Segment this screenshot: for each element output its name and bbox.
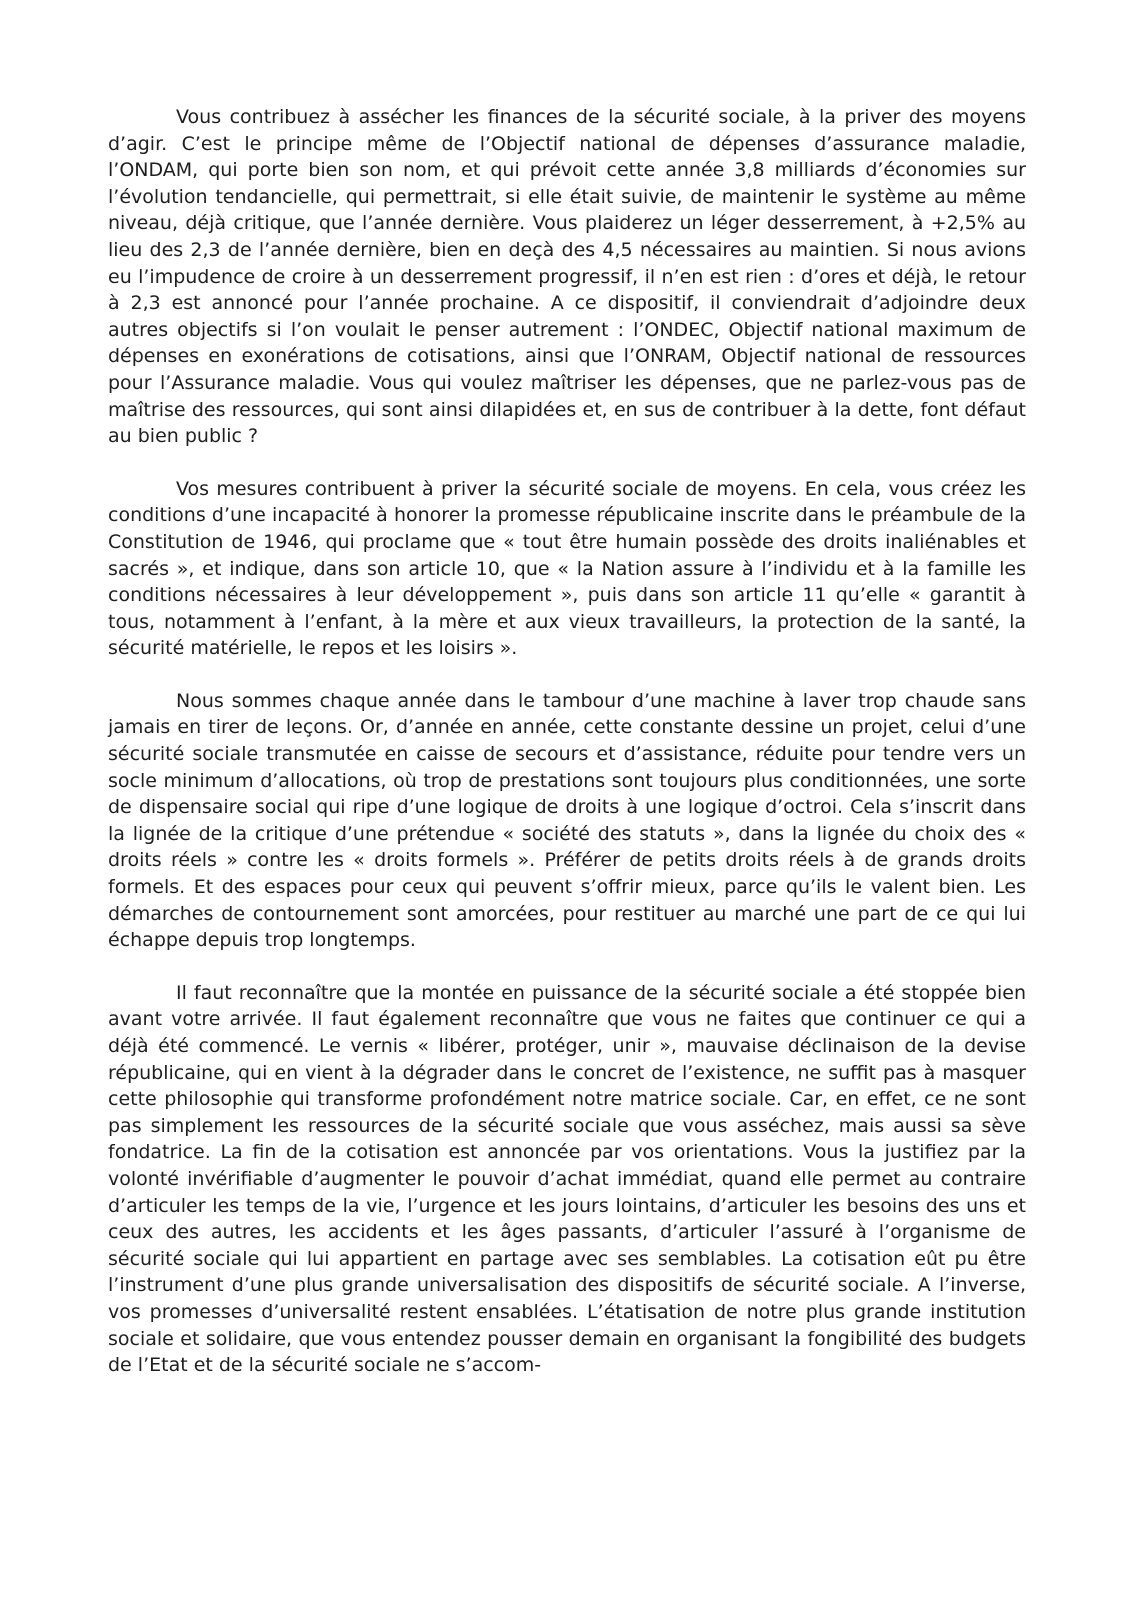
paragraph-ondam: Vous contribuez à assécher les finances de la sécurité sociale, à la priver des moyens d’agir. C’est le principe même de l’Objectif national de dépenses d’assurance maladie, l’ONDAM, qui porte bien son nom, et qui prévoit cette année 3,8 milliards d’économies sur l’évolution tendancielle, qui permettrait, si elle était suivie, de maintenir le système au même niveau, déjà critique, que l’année dernière. Vous plaiderez un léger desserrement, à +2,5% au lieu des 2,3 de l’année dernière, bien en deçà des 4,5 nécessaires au maintien. Si nous avions eu l’impudence de croire à un desserrement progressif, il n’en est rien : d’ores et déjà, le retour à 2,3 est annoncé pour l’année prochaine. A ce dispositif, il conviendrait d’adjoindre deux autres objectifs si l’on voulait le penser autrement : l’ONDEC, Objectif national maximum de dépenses en exonérations de cotisations, ainsi que l’ONRAM, Objectif national de ressources pour l’Assurance maladie. Vous qui voulez maîtriser les dépenses, que ne parlez-vous pas de maîtrise des ressources, qui sont ainsi dilapidées et, en sus de contribuer à la dette, font défaut au bien public ?	[108, 106, 1026, 448]
body-text	[108, 104, 1026, 1379]
paragraph-machine-a-laver: Nous sommes chaque année dans le tambour d’une machine à laver trop chaude sans jamais en tirer de leçons. Or, d’année en année, cette constante dessine un projet, celui d’une sécurité sociale transmutée en caisse de secours et d’assistance, réduite pour tendre vers un socle minimum d’allocations, où trop de prestations sont toujours plus conditionnées, une sorte de dispensaire social qui ripe d’une logique de droits à une logique d’octroi. Cela s’inscrit dans la lignée de la critique d’une prétendue « société des statuts », dans la lignée du choix des « droits réels » contre les « droits formels ». Préférer de petits droits réels à de grands droits formels. Et des espaces pour ceux qui peuvent s’offrir mieux, parce qu’ils le valent bien. Les démarches de contournement sont amorcées, pour restituer au marché une part de ce qui lui échappe depuis trop longtemps.	[108, 689, 1026, 952]
paragraph-cotisation: Il faut reconnaître que la montée en puissance de la sécurité sociale a été stoppée bien avant votre arrivée. Il faut également reconnaître que vous ne faites que continuer ce qui a déjà été commencé. Le vernis « libérer, protéger, unir », mauvaise déclinaison de la devise républicaine, qui en vient à la dégrader dans le concret de l’existence, ne suffit pas à masquer cette philosophie qui transforme profondément notre matrice sociale. Car, en effet, ce ne sont pas simplement les ressources de la sécurité sociale que vous asséchez, mais aussi sa sève fondatrice. La fin de la cotisation est annoncée par vos orientations. Vous la justifiez par la volonté invérifiable d’augmenter le pouvoir d’achat immédiat, quand elle permet au contraire d’articuler les temps de la vie, l’urgence et les jours lointains, d’articuler les besoins des uns et ceux des autres, les accidents et les âges passants, d’articuler l’assuré à l’organisme de sécurité sociale qui lui appartient en partage avec ses semblables. La cotisation eût pu être l’instrument d’une plus grande universalisation des dispositifs de sécurité sociale. A l’inverse, vos promesses d’universalité restent ensablées. L’étatisation de notre plus grande institution sociale et solidaire, que vous entendez pousser demain en organisant la fongibilité des budgets de l’Etat et de la sécurité sociale ne s’accom-	[108, 981, 1026, 1377]
paragraph-constitution-1946: Vos mesures contribuent à priver la sécurité sociale de moyens. En cela, vous créez les conditions d’une incapacité à honorer la promesse républicaine inscrite dans le préambule de la Constitution de 1946, qui proclame que « tout être humain possède des droits inaliénables et sacrés », et indique, dans son article 10, que « la Nation assure à l’individu et à la famille les conditions nécessaires à leur développement », puis dans son article 11 qu’elle « garantit à tous, notamment à l’enfant, à la mère et aux vieux travailleurs, la protection de la santé, la sécurité matérielle, le repos et les loisirs ».	[108, 477, 1026, 660]
